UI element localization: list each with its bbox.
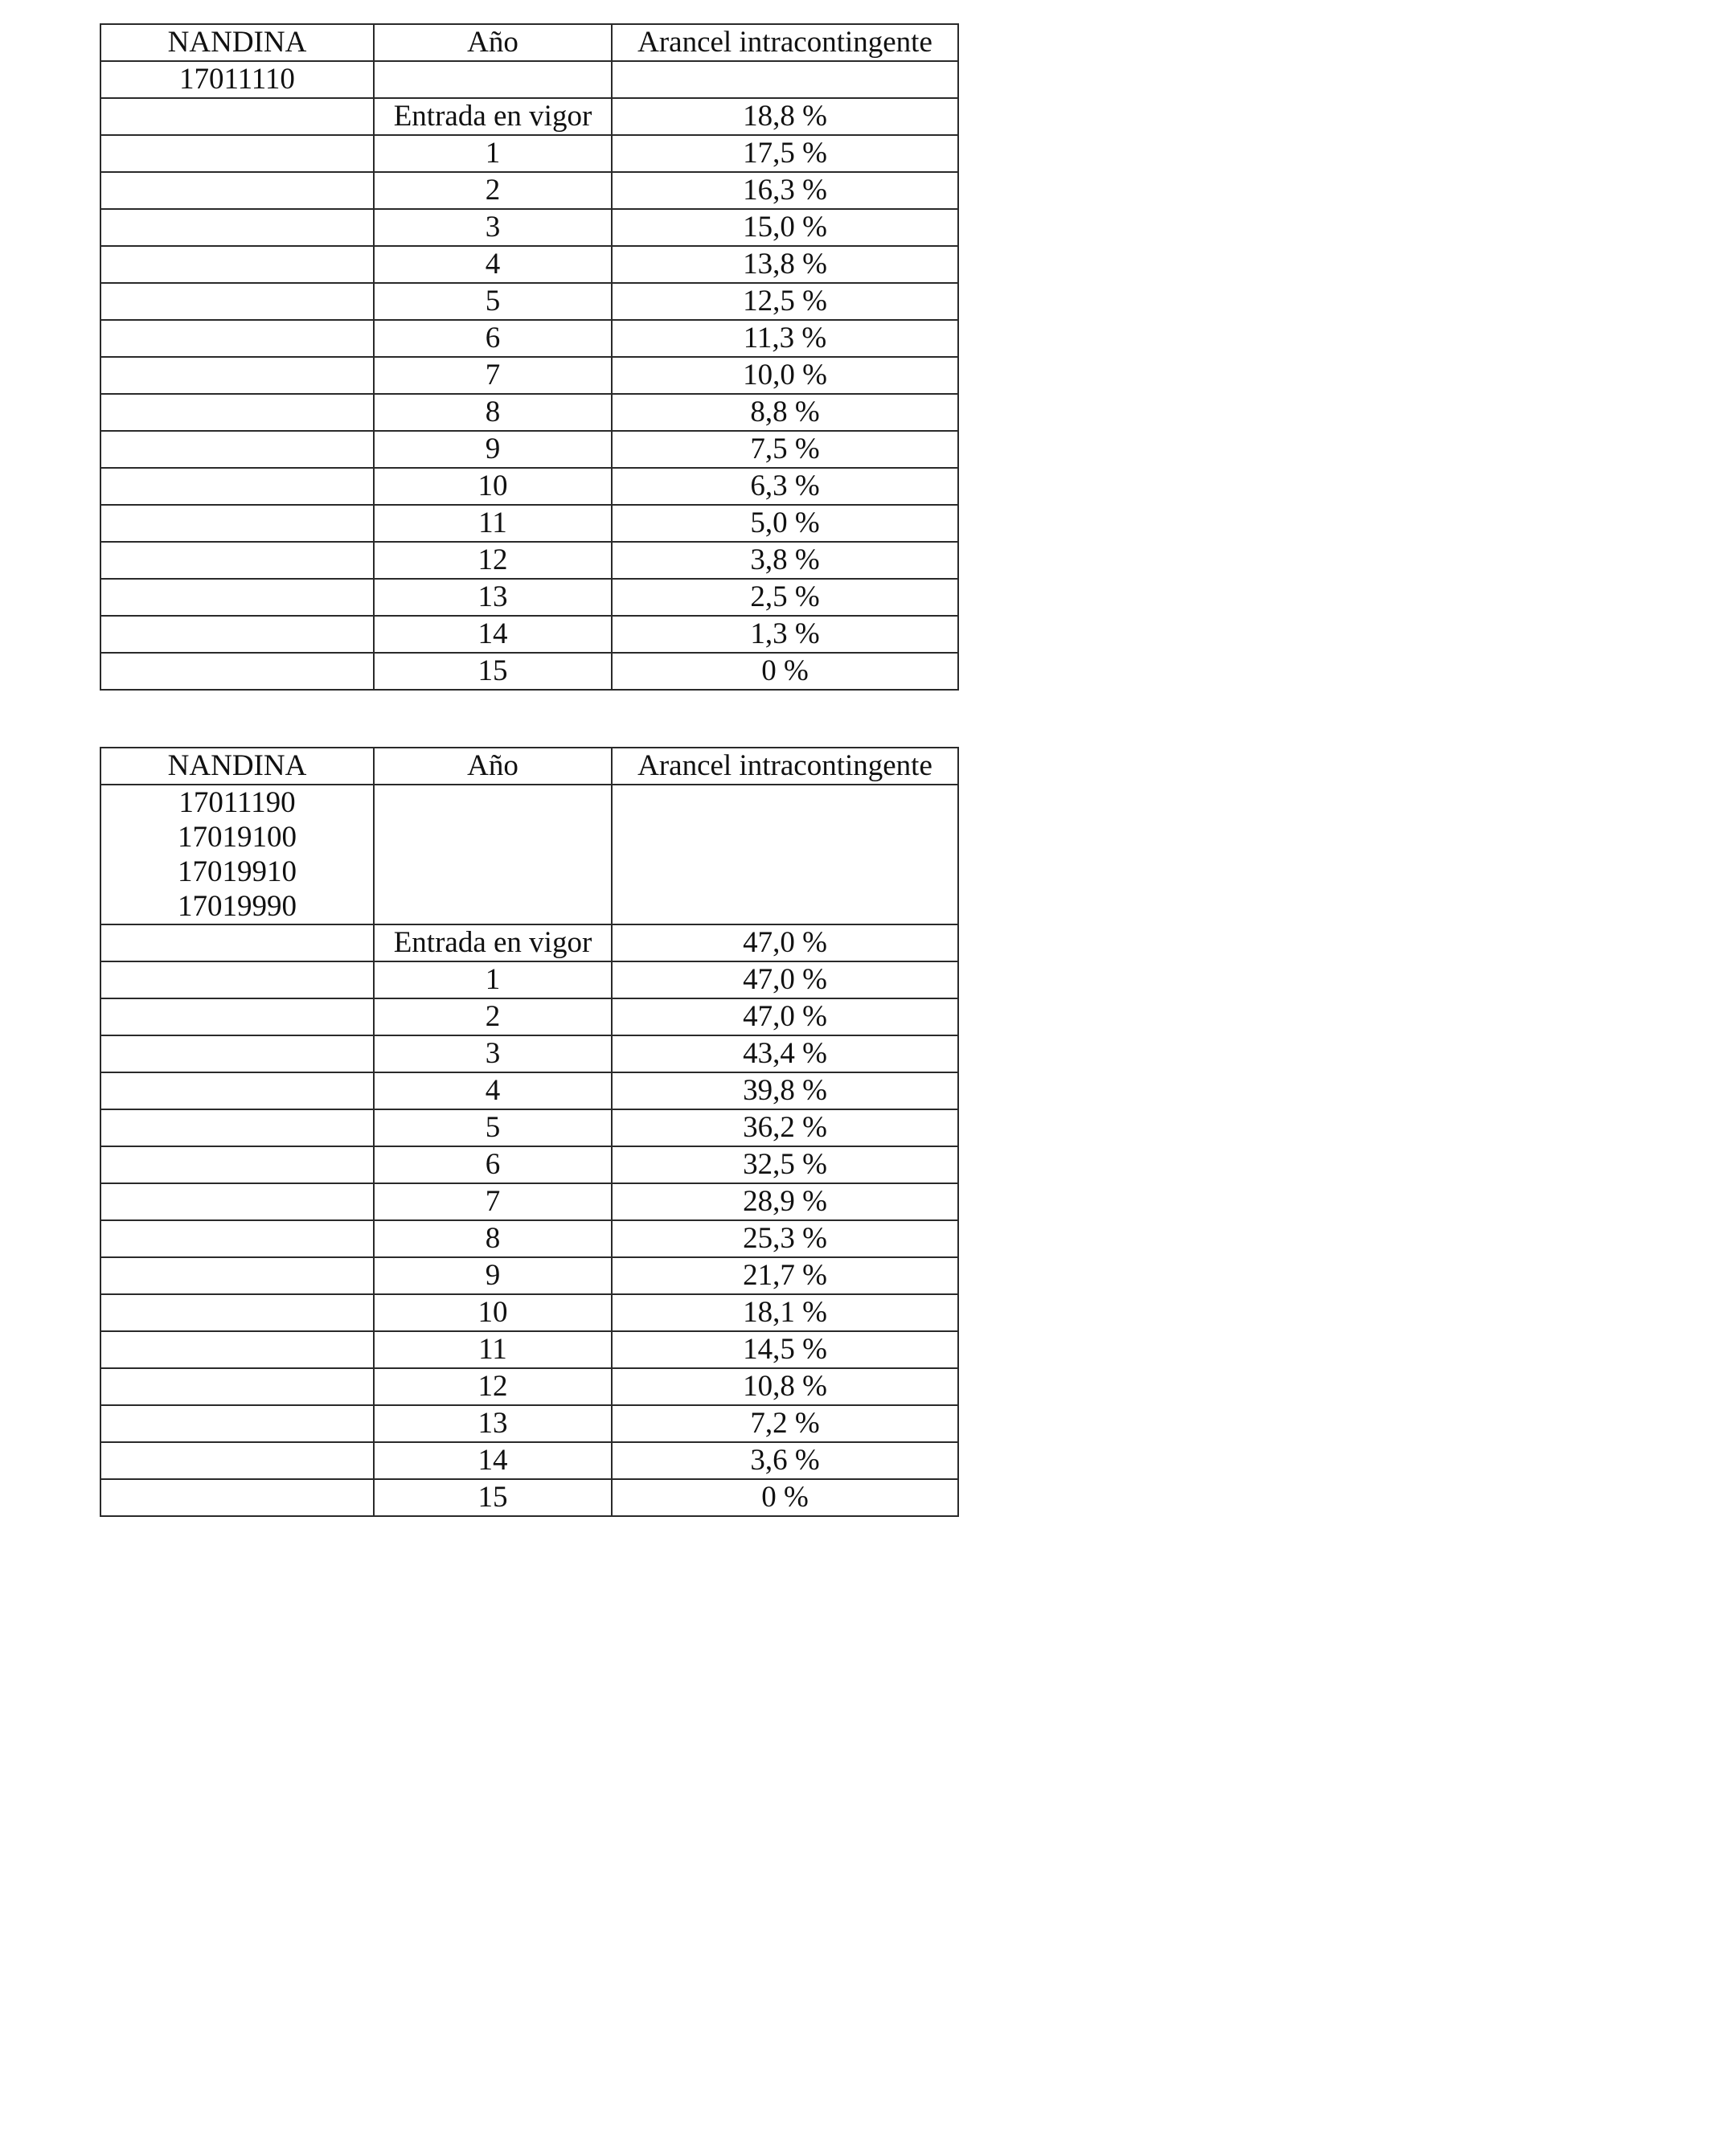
tariff-cell: 47,0 % (612, 998, 958, 1035)
header-year: Año (374, 24, 612, 61)
empty-cell (100, 98, 374, 135)
table-header-row (100, 748, 958, 785)
year-cell: 7 (374, 1183, 612, 1220)
year-cell: 13 (374, 579, 612, 616)
empty-cell (100, 1035, 374, 1072)
header-nandina: NANDINA (100, 24, 374, 61)
year-cell: 6 (374, 320, 612, 357)
tariff-cell: 10,0 % (612, 357, 958, 394)
tariff-table-2 (100, 747, 959, 1517)
table-row (100, 998, 958, 1035)
year-cell: 8 (374, 394, 612, 431)
tariff-cell: 3,8 % (612, 542, 958, 579)
year-cell: 10 (374, 1294, 612, 1331)
table-row (100, 542, 958, 579)
nandina-code: 17011190 (178, 786, 296, 819)
year-cell: Entrada en vigor (374, 924, 612, 961)
year-cell: 9 (374, 431, 612, 468)
empty-cell (100, 1109, 374, 1146)
nandina-code: 17019990 (178, 890, 297, 923)
tariff-cell: 1,3 % (612, 616, 958, 653)
empty-cell (100, 468, 374, 505)
table-row (100, 1220, 958, 1257)
year-cell: 11 (374, 1331, 612, 1368)
header-year: Año (374, 748, 612, 785)
table-row (100, 616, 958, 653)
year-cell: 7 (374, 357, 612, 394)
table-row (100, 357, 958, 394)
tariff-cell: 7,2 % (612, 1405, 958, 1442)
empty-cell (100, 1405, 374, 1442)
empty-cell (100, 1331, 374, 1368)
empty-cell (100, 394, 374, 431)
nandina-codes-cell (100, 61, 374, 98)
tariff-cell: 18,1 % (612, 1294, 958, 1331)
nandina-code: 17019910 (178, 855, 297, 888)
tariff-cell: 10,8 % (612, 1368, 958, 1405)
year-cell: 10 (374, 468, 612, 505)
empty-cell (100, 579, 374, 616)
empty-cell (100, 172, 374, 209)
tariff-cell: 47,0 % (612, 961, 958, 998)
table-row (100, 172, 958, 209)
table-row (100, 1183, 958, 1220)
table-row (100, 283, 958, 320)
empty-cell (612, 785, 958, 924)
year-cell: 9 (374, 1257, 612, 1294)
year-cell: 4 (374, 1072, 612, 1109)
tariff-cell: 43,4 % (612, 1035, 958, 1072)
year-cell: 5 (374, 283, 612, 320)
empty-cell (100, 1220, 374, 1257)
table-row (100, 1146, 958, 1183)
table-row (100, 1294, 958, 1331)
empty-cell (100, 246, 374, 283)
year-cell: 3 (374, 209, 612, 246)
table-row (100, 1109, 958, 1146)
tariff-cell: 12,5 % (612, 283, 958, 320)
year-cell: 12 (374, 1368, 612, 1405)
nandina-codes-cell (100, 785, 374, 924)
table-row (100, 135, 958, 172)
table-row (100, 653, 958, 690)
year-cell: 4 (374, 246, 612, 283)
tariff-cell: 5,0 % (612, 505, 958, 542)
empty-cell (100, 1183, 374, 1220)
table-row (100, 431, 958, 468)
tariff-cell: 25,3 % (612, 1220, 958, 1257)
tariff-cell: 0 % (612, 653, 958, 690)
table-row (100, 1257, 958, 1294)
year-cell: 6 (374, 1146, 612, 1183)
year-cell: 11 (374, 505, 612, 542)
tariff-cell: 47,0 % (612, 924, 958, 961)
empty-cell (100, 542, 374, 579)
empty-cell (100, 1257, 374, 1294)
tariff-cell: 15,0 % (612, 209, 958, 246)
tariff-cell: 32,5 % (612, 1146, 958, 1183)
tariff-cell: 11,3 % (612, 320, 958, 357)
empty-cell (100, 1368, 374, 1405)
nandina-code: 17019100 (178, 821, 297, 854)
year-cell: 5 (374, 1109, 612, 1146)
empty-cell (100, 1479, 374, 1516)
table-code-row (100, 61, 958, 98)
header-nandina: NANDINA (100, 748, 374, 785)
table-row (100, 579, 958, 616)
table-row (100, 1442, 958, 1479)
table-header-row (100, 24, 958, 61)
tariff-cell: 21,7 % (612, 1257, 958, 1294)
table-row (100, 1035, 958, 1072)
table-row (100, 505, 958, 542)
table-row (100, 1479, 958, 1516)
tariff-cell: 39,8 % (612, 1072, 958, 1109)
empty-cell (374, 61, 612, 98)
table-row (100, 1405, 958, 1442)
empty-cell (100, 616, 374, 653)
year-cell: 8 (374, 1220, 612, 1257)
tariff-table-1 (100, 23, 959, 691)
empty-cell (100, 209, 374, 246)
empty-cell (100, 1442, 374, 1479)
tariff-cell: 14,5 % (612, 1331, 958, 1368)
year-cell: Entrada en vigor (374, 98, 612, 135)
table-row (100, 924, 958, 961)
year-cell: 1 (374, 135, 612, 172)
tariff-cell: 17,5 % (612, 135, 958, 172)
tariff-cell: 6,3 % (612, 468, 958, 505)
table-row (100, 961, 958, 998)
tariff-cell: 0 % (612, 1479, 958, 1516)
year-cell: 14 (374, 616, 612, 653)
tariff-cell: 16,3 % (612, 172, 958, 209)
empty-cell (374, 785, 612, 924)
tariff-cell: 13,8 % (612, 246, 958, 283)
empty-cell (100, 1146, 374, 1183)
empty-cell (100, 357, 374, 394)
table-body (100, 924, 958, 1516)
year-cell: 2 (374, 172, 612, 209)
year-cell: 3 (374, 1035, 612, 1072)
tariff-cell: 2,5 % (612, 579, 958, 616)
empty-cell (100, 1072, 374, 1109)
table-row (100, 320, 958, 357)
table-code-row (100, 785, 958, 924)
year-cell: 15 (374, 1479, 612, 1516)
year-cell: 12 (374, 542, 612, 579)
empty-cell (100, 653, 374, 690)
empty-cell (100, 431, 374, 468)
empty-cell (100, 135, 374, 172)
table-row (100, 468, 958, 505)
year-cell: 13 (374, 1405, 612, 1442)
tariff-cell: 8,8 % (612, 394, 958, 431)
header-tariff: Arancel intracontingente (612, 24, 958, 61)
year-cell: 14 (374, 1442, 612, 1479)
empty-cell (100, 924, 374, 961)
empty-cell (612, 61, 958, 98)
empty-cell (100, 1294, 374, 1331)
year-cell: 2 (374, 998, 612, 1035)
year-cell: 15 (374, 653, 612, 690)
empty-cell (100, 998, 374, 1035)
empty-cell (100, 320, 374, 357)
table-body (100, 98, 958, 690)
empty-cell (100, 283, 374, 320)
nandina-code: 17011110 (179, 63, 295, 96)
tariff-cell: 3,6 % (612, 1442, 958, 1479)
tariff-cell: 36,2 % (612, 1109, 958, 1146)
tariff-cell: 7,5 % (612, 431, 958, 468)
table-row (100, 246, 958, 283)
table-row (100, 209, 958, 246)
tariff-cell: 18,8 % (612, 98, 958, 135)
table-row (100, 1331, 958, 1368)
table-row (100, 98, 958, 135)
table-row (100, 1368, 958, 1405)
empty-cell (100, 505, 374, 542)
empty-cell (100, 961, 374, 998)
table-row (100, 1072, 958, 1109)
year-cell: 1 (374, 961, 612, 998)
table-row (100, 394, 958, 431)
header-tariff: Arancel intracontingente (612, 748, 958, 785)
tariff-cell: 28,9 % (612, 1183, 958, 1220)
